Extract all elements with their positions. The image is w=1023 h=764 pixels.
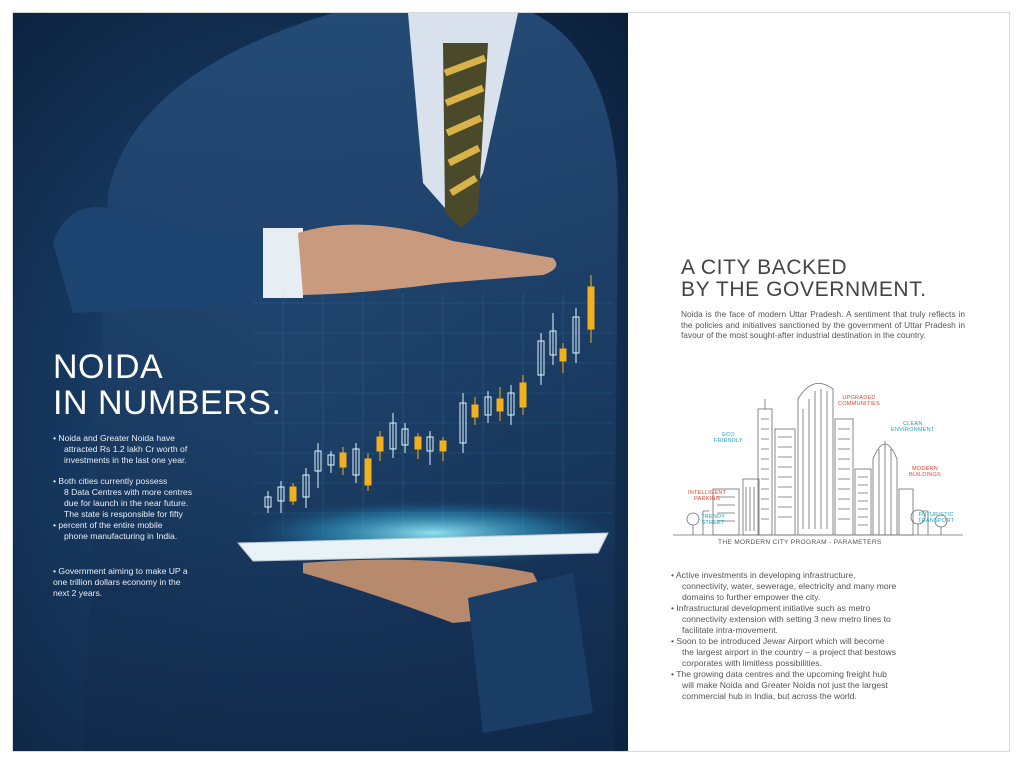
list-line: domains to further empower the city. [682,592,821,602]
list-line: corporates with limitless possibilities. [682,658,822,668]
bullet-line: • percent of the entire mobile [53,520,163,530]
bullet-line: phone manufacturing in India. [64,531,178,541]
label-modern-buildings [909,466,941,478]
bullet-line: • Both cities currently possess [53,476,168,486]
label-line: STREET [701,520,725,527]
right-bullet-list [671,570,971,702]
bullet-line: • Noida and Greater Noida have [53,433,175,443]
right-page [628,13,1010,752]
bullet-line: one trillion dollars economy in the [53,577,181,587]
bullet-line: next 2 years. [53,588,103,598]
label-intelligent-parking [688,490,726,502]
label-eco-friendly [714,432,743,444]
list-line: will make Noida and Greater Noida not just the largest [682,680,888,690]
left-bullet-data-centres [53,476,233,542]
label-line: ENVIRONMENT [891,427,935,434]
label-line: INTELLIGENT [688,490,727,496]
right-title-line2: BY THE GOVERNMENT. [681,278,927,301]
list-line: • Infrastructural development initiative such as metro [671,603,871,613]
label-line: TRENDY [701,514,726,520]
list-line: connectivity, water, sewerage, electricity and many more [682,581,897,591]
list-line: commercial hub in India, but across the world. [682,691,857,701]
bullet-line: due for launch in the near future. [64,498,189,508]
left-title-line1: NOIDA [53,348,164,386]
bullet-line: • Government aiming to make UP a [53,566,188,576]
left-page [13,13,628,752]
bullet-line: The state is responsible for fifty [64,509,183,519]
bullet-line: investments in the last one year. [64,455,187,465]
bullet-line: 8 Data Centres with more centres [64,487,193,497]
list-item [671,603,971,636]
list-line: • Active investments in developing infrastructure, [671,570,856,580]
label-line: MODERN [911,466,938,472]
cuff-shape [263,228,303,298]
label-line: TRANSPORT [918,518,955,525]
brochure-spread [12,12,1010,752]
label-line: CLEAN [902,421,923,427]
label-line: FRIENDLY [714,438,743,445]
label-line: ECO [722,432,735,438]
list-line: • The growing data centres and the upcoming freight hub [671,669,887,679]
building [835,419,853,535]
lower-sleeve [468,573,593,733]
list-line: • Soon to be introduced Jewar Airport which will become [671,636,885,646]
illustration-caption: THE MORDERN CITY PROGRAM - PARAMETERS [718,539,882,546]
list-line: connectivity extension with setting 3 new metro lines to [682,614,891,624]
left-title-line2: IN NUMBERS. [53,384,282,422]
label-line: PARKING [694,496,721,503]
label-line: BUILDINGS [909,472,941,479]
building [775,429,795,535]
list-line: facilitate intra-movement. [682,625,778,635]
building [899,489,913,535]
right-intro: Noida is the face of modern Uttar Pradesh. A sentiment that truly reflects in the policies and initiatives sanctioned by the government of Uttar Pradesh in favour of the most sought-after industrial destination in the country. [681,309,965,341]
right-title [681,257,927,301]
bullet-line: attracted Rs 1.2 lakh Cr worth of [64,444,188,454]
label-line: FUTURISTIC [918,512,954,518]
label-clean-environment [891,421,935,433]
building [758,409,772,535]
list-item [671,669,971,702]
tree [687,513,699,525]
building [743,479,759,535]
label-upgraded-communities [838,395,880,407]
left-bullet-investments [53,433,233,466]
list-item [671,636,971,669]
left-bullet-economy [53,566,217,599]
label-line: COMMUNITIES [838,401,880,408]
left-title [53,349,281,421]
list-line: the largest airport in the country – a project that bestows [682,647,897,657]
label-futuristic-transport [918,512,954,524]
label-trendy-street [701,514,725,526]
list-item [671,570,971,603]
label-line: UPGRADED [842,395,876,401]
right-title-line1: A CITY BACKED [681,256,848,279]
